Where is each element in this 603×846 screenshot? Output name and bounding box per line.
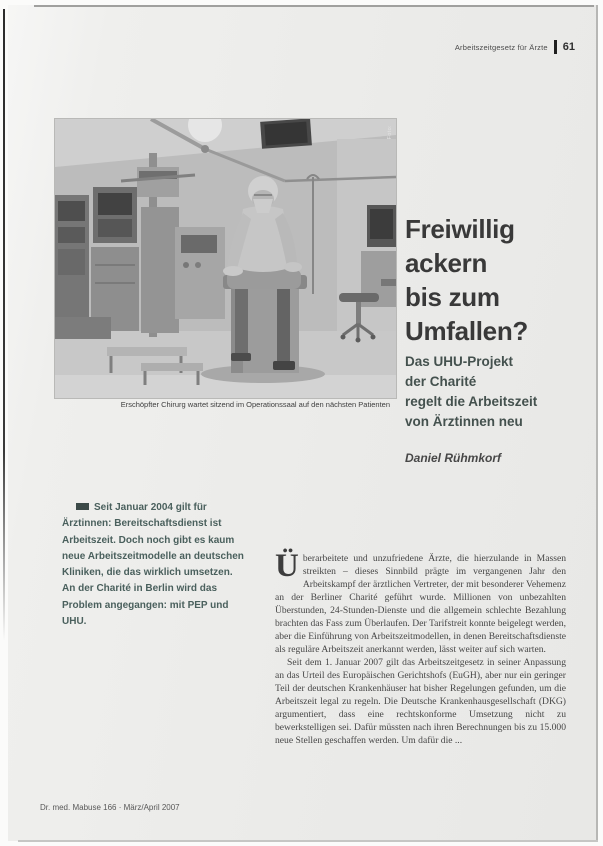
headline-line: Freiwillig [405, 214, 515, 244]
body-paragraph-2: Seit dem 1. Januar 2007 gilt das Arbeitszeitgesetz in seiner Anpassung an das Urteil des Europäischen Gerichtshofs (EuGH), aber nur ein geringer Teil der deutschen Krankenhäuser hat bisher Regelungen gefunden, um die Arbeitszeit legal zu regeln. Die Deutsche Krankenhausgesellschaft (DKG) argumentiert, dass eine rechtskonforme Umsetzung nicht zu bewerkstelligen sei. Dafür müssten nach ihren Berechnungen bis zu 15.000 neue Stellen geschaffen werden. Um dafür die ... [275, 657, 566, 746]
drop-cap: Ü [275, 548, 299, 584]
anesthesia-equipment [55, 187, 139, 339]
running-head [455, 40, 575, 54]
deck-line: Das UHU-Projekt [405, 354, 514, 369]
article-photo [55, 119, 396, 398]
body-paragraph-1 [275, 548, 566, 656]
header-divider-rule [554, 40, 557, 54]
spine-shadow [3, 9, 5, 641]
deck-line: der Charité [405, 374, 477, 389]
page-edge-bottom [18, 840, 598, 842]
standfirst-text: Seit Januar 2004 gilt für Ärztinnen: Bereitschaftsdienst ist Arbeitszeit. Doch noch gibt es kaum neue Arbeitszeitmodelle an deutschen Kliniken, die das wirklich umsetzen. An der Charité in Berlin wird das Problem angegangen: mit PEP und UHU. [62, 502, 244, 628]
page-number: 61 [562, 41, 575, 53]
ceiling-monitor [260, 119, 312, 149]
page-edge-right [596, 5, 598, 841]
body-copy [275, 548, 566, 747]
journal-footer: Dr. med. Mabuse 166 · März/April 2007 [40, 803, 180, 812]
section-label: Arbeitszeitgesetz für Ärzte [454, 42, 548, 52]
paragraph-text: berarbeitete und unzufriedene Ärzte, die hierzulande in Massen streikten – dieses Sinnbild prägte im vergangenen Jahr den Arbeitskampf der ärztlichen Vertreter, der mit besonderer Vehemenz an der Berliner Charité geführt wurde. Millionen von unbezahlten Überstunden, 24-Stunden-Dienste und die allgemein schlechte Bezahlung brachten das Fass zum Überlaufen. Der Tarifstreit konnte beigelegt werden, aber die Einführung von Arbeitszeitmodellen, in denen Bereitschaftsdienste als reguläre Arbeitszeit anerkannt werden, lässt weiter auf sich warten. [275, 553, 566, 655]
operating-room-photo [55, 119, 396, 398]
square-bullet-icon [76, 503, 89, 510]
photo-caption: Erschöpfter Chirurg wartet sitzend im Operationssaal auf den nächsten Patienten [120, 400, 390, 409]
headline-line: bis zum [405, 282, 500, 312]
headline-line: Umfallen? [405, 316, 528, 346]
standfirst [62, 500, 248, 630]
author-byline: Daniel Rühmkorf [405, 451, 502, 465]
headline-line: ackern [405, 248, 488, 278]
article-deck [405, 352, 580, 432]
deck-line: regelt die Arbeitszeit [405, 394, 538, 409]
deck-line: von Ärztinnen neu [405, 414, 523, 429]
article-headline [405, 212, 585, 348]
page-edge-top [34, 5, 594, 7]
photo-credit: Foto: [387, 125, 393, 140]
